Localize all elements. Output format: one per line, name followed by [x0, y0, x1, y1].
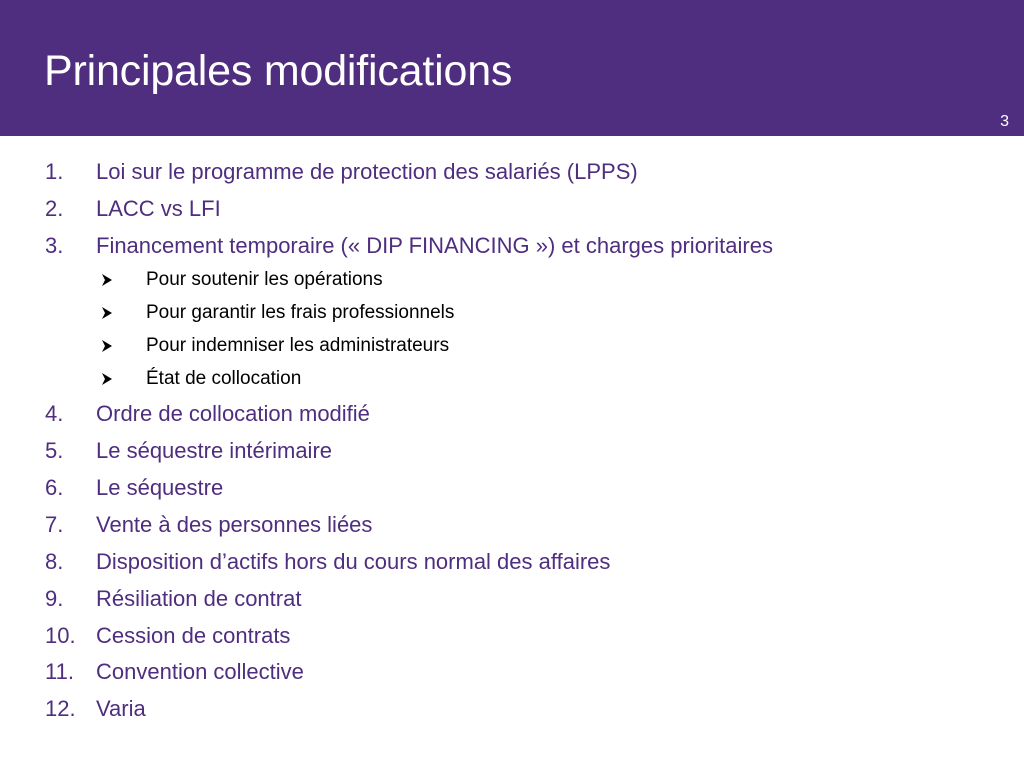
list-item-number: 9. — [45, 586, 64, 611]
list-item-text: Cession de contrats — [96, 623, 291, 648]
list-item-number: 6. — [45, 475, 64, 500]
slide-title: Principales modifications — [44, 47, 513, 95]
list-item-number: 3. — [45, 233, 64, 258]
list-item-text: Loi sur le programme de protection des salariés (LPPS) — [96, 159, 638, 184]
list-item-text: Vente à des personnes liées — [96, 512, 373, 537]
slide-number: 3 — [1000, 113, 1009, 130]
arrow-bullet-icon — [101, 373, 113, 385]
list-item-number: 2. — [45, 196, 64, 221]
list-item-text: Ordre de collocation modifié — [96, 401, 370, 426]
list-item-text: Varia — [96, 696, 146, 721]
list-item-text: Convention collective — [96, 659, 304, 684]
list-item-number: 1. — [45, 159, 64, 184]
sub-list-item-text: Pour garantir les frais professionnels — [146, 302, 455, 323]
slide-header — [0, 0, 1024, 136]
arrow-bullet-icon — [101, 340, 113, 352]
list-item-number: 12. — [45, 696, 76, 721]
list-item-number: 4. — [45, 401, 64, 426]
arrow-bullet-icon — [101, 274, 113, 286]
list-item-number: 11. — [45, 659, 74, 684]
arrow-bullet-icon — [101, 307, 113, 319]
list-item-text: Le séquestre — [96, 475, 224, 500]
sub-list-item-text: État de collocation — [146, 368, 302, 389]
list-item-text: Résiliation de contrat — [96, 586, 302, 611]
sub-list-item-text: Pour soutenir les opérations — [146, 269, 383, 290]
list-item-number: 8. — [45, 549, 64, 574]
list-item-text: Financement temporaire (« DIP FINANCING ») et charges prioritaires — [96, 233, 773, 258]
list-item-number: 10. — [45, 623, 76, 648]
sub-list-item-text: Pour indemniser les administrateurs — [146, 335, 450, 356]
list-item-text: Le séquestre intérimaire — [96, 438, 333, 463]
list-item-number: 7. — [45, 512, 64, 537]
list-item-number: 5. — [45, 438, 64, 463]
list-item-text: Disposition d’actifs hors du cours normal des affaires — [96, 549, 611, 574]
list-item-text: LACC vs LFI — [96, 196, 221, 221]
